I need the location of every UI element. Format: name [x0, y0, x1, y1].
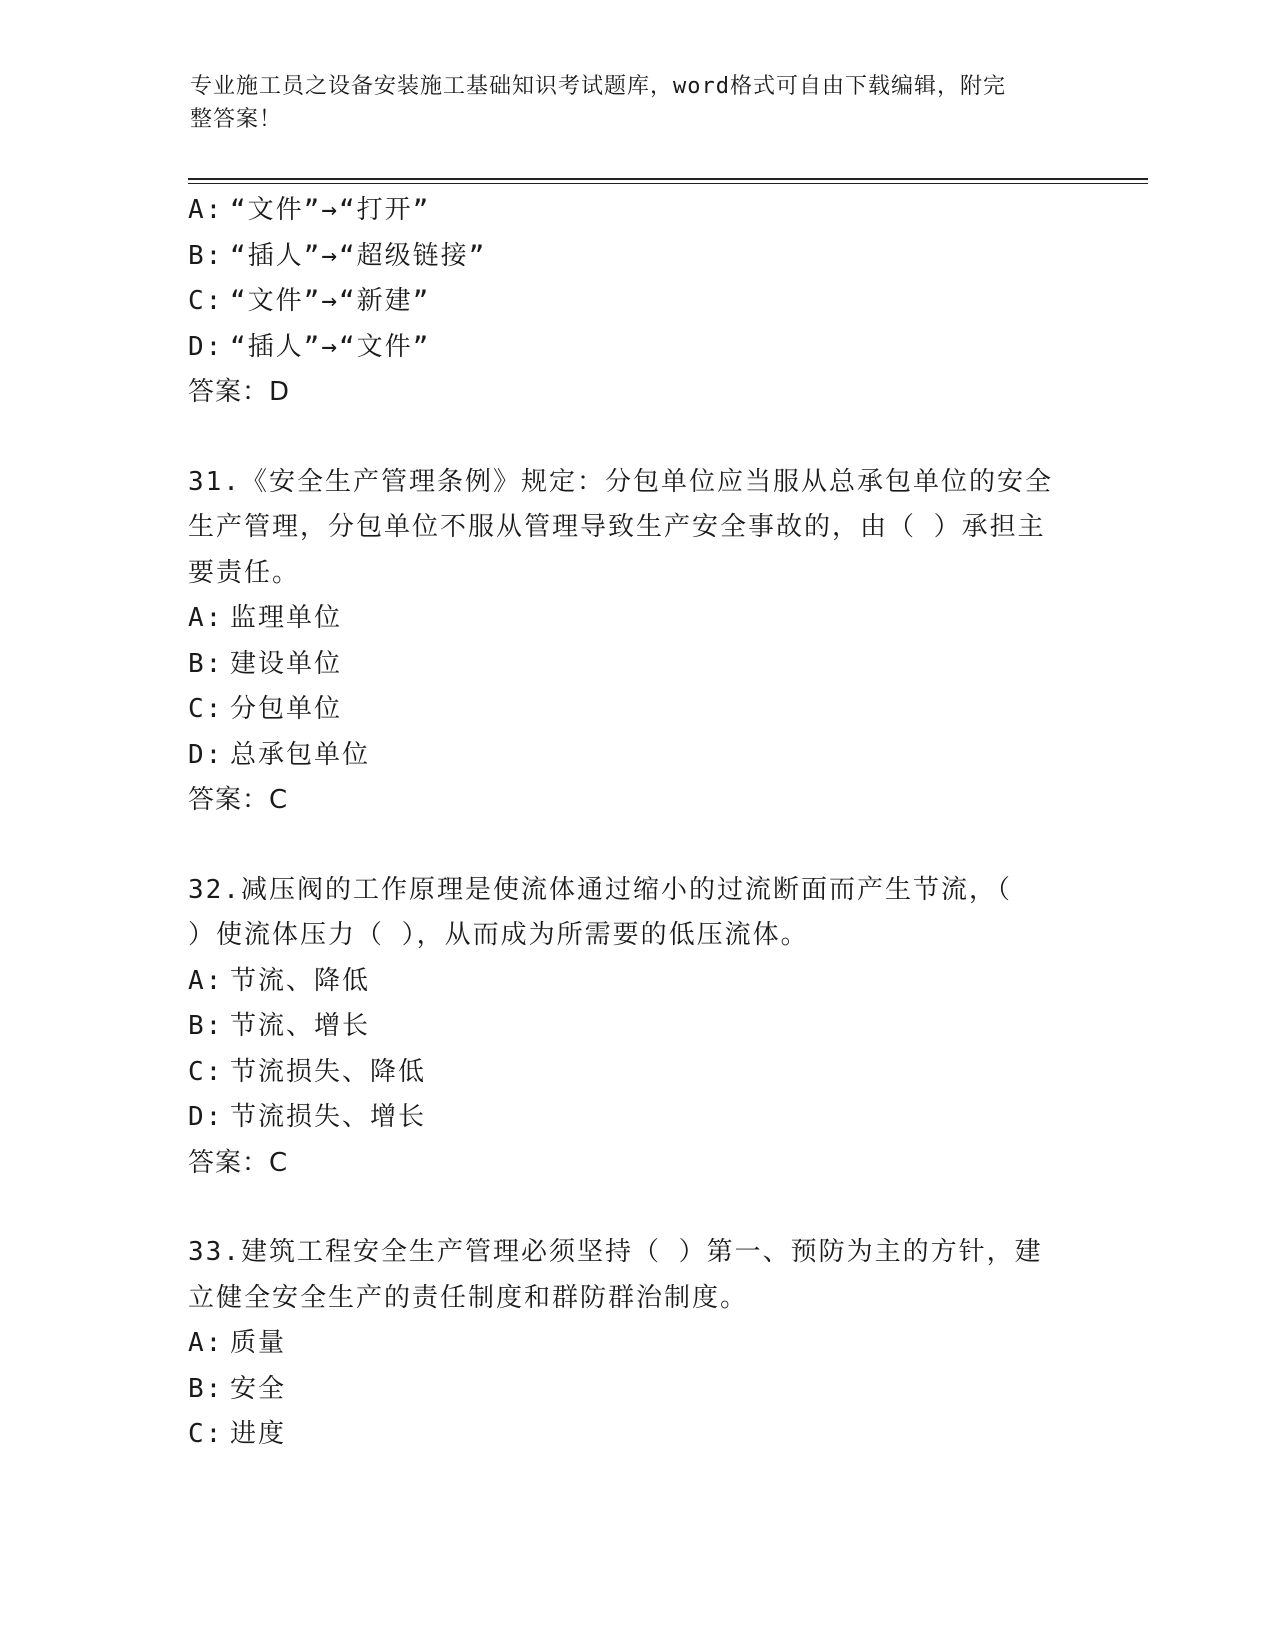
header-divider-thick: [188, 178, 1148, 180]
answer-line: 答案：D: [188, 377, 291, 407]
answer-line: 答案：C: [188, 785, 289, 815]
question-list: [188, 188, 1088, 1458]
question-text-line: 33.建筑工程安全生产管理必须坚持（ ）第一、预防为主的方针，建: [188, 1237, 1043, 1267]
question-text-line: 生产管理，分包单位不服从管理导致生产安全事故的，由（ ）承担主: [188, 512, 1046, 542]
question-text-line: 32.减压阀的工作原理是使流体通过缩小的过流断面而产生节流，（: [188, 874, 1012, 905]
header-divider-thin: [188, 183, 1148, 184]
option-c: C: 节流损失、降低: [188, 1056, 427, 1087]
option-b: B: 安全: [188, 1373, 287, 1404]
option-c: C: “文件”→“新建”: [188, 286, 431, 316]
option-b: B: 节流、增长: [188, 1011, 371, 1041]
document-header: [190, 70, 1070, 136]
option-a: A: 质量: [188, 1328, 287, 1358]
question-text-line: 31.《安全生产管理条例》规定：分包单位应当服从总承包单位的安全: [188, 466, 1053, 497]
question-32: [188, 868, 1088, 1187]
question-30: [188, 188, 1088, 416]
option-b: B: “插人”→“超级链接”: [188, 240, 487, 271]
option-b: B: 建设单位: [188, 648, 343, 679]
question-text-line: 立健全安全生产的责任制度和群防群治制度。: [188, 1282, 749, 1313]
option-d: D: “插人”→“文件”: [188, 331, 431, 362]
option-a: A: 节流、降低: [188, 965, 371, 996]
question-text-line: 要责任。: [188, 557, 301, 588]
option-a: A: “文件”→“打开”: [188, 195, 431, 225]
option-d: D: 总承包单位: [188, 739, 371, 770]
option-c: C: 进度: [188, 1419, 287, 1449]
option-d: D: 节流损失、增长: [188, 1102, 427, 1132]
question-33: [188, 1230, 1088, 1458]
question-text-line: ）使流体压力（ ），从而成为所需要的低压流体。: [188, 920, 809, 950]
option-c: C: 分包单位: [188, 694, 343, 724]
answer-line: 答案：C: [188, 1147, 289, 1178]
question-31: [188, 460, 1088, 824]
header-line-1: 专业施工员之设备安装施工基础知识考试题库，word格式可自由下载编辑，附完: [190, 74, 1006, 99]
header-line-2: 整答案！: [190, 107, 283, 132]
option-a: A: 监理单位: [188, 603, 343, 633]
